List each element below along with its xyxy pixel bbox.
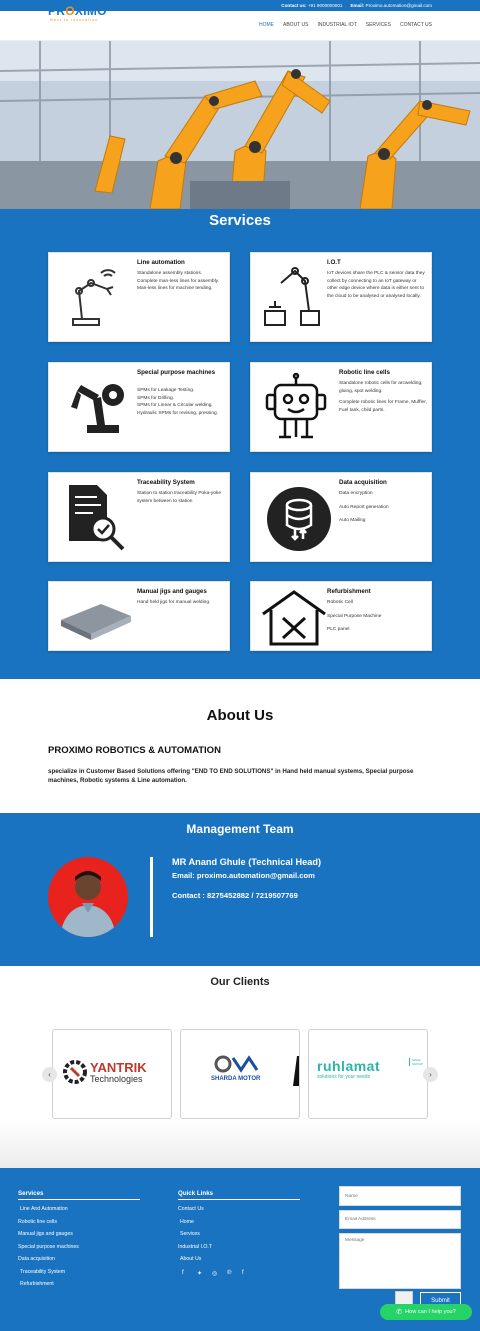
logo-text-o: O [65,4,75,18]
services-heading: Services [209,212,271,229]
nav-contact-us[interactable]: CONTACT US [399,22,432,28]
topbar-phone[interactable]: Contact us: +91 9000000001 [281,3,343,8]
card-title: Line automation [137,259,185,266]
nav-about-us[interactable]: ABOUT US [283,22,309,28]
card-body: Station to station traceability Poka-yoke system between to station [137,491,221,504]
document-search-icon [57,481,131,551]
service-card-robotic-line-cells[interactable] [250,362,432,452]
card-body: Hand held jigs for manual welding. [137,600,211,605]
footer-quick-rule [178,1199,300,1200]
instagram-icon[interactable]: ◎ [212,1271,218,1277]
about-heading: About Us [206,707,274,724]
logo-tagline: Next to innovation [50,18,99,22]
card-body: Standalone assembly stations. Complete man-less lines for assembly. Man-less lines for machine tending. [137,271,220,291]
logo-text-start: PR [48,4,66,18]
service-card-manual-jigs[interactable] [48,581,230,651]
client-logo-ruhlamat: ruhlamat solutions for your needs MAKE GROUP [308,1029,428,1119]
team-divider [150,857,153,937]
twitter-icon[interactable]: ✦ [197,1271,203,1277]
footer-link-about[interactable]: About Us [180,1256,202,1262]
topbar-email[interactable]: Email: Proximo.automation@gmail.com [350,3,432,8]
footer-services-heading: Services [18,1190,44,1197]
clients-prev-arrow[interactable]: ‹ [42,1067,57,1082]
whatsapp-icon: ✆ [396,1309,403,1316]
site-logo[interactable] [48,5,112,27]
facebook-f-icon[interactable]: f [242,1270,244,1276]
robot-face-icon [259,371,339,441]
footer-message-textarea[interactable] [339,1233,461,1289]
service-card-data-acquisition[interactable] [250,472,432,562]
team-member-name: MR Anand Ghule (Technical Head) [172,857,322,867]
client-logo-yantrik: YANTRIK Technologies [52,1029,172,1119]
pinterest-icon[interactable]: ℗ [227,1270,232,1276]
client-logo-sharda-motor: SHARDA MOTOR [180,1029,300,1119]
card-title: Traceability System [137,479,195,486]
footer-link-home[interactable]: Home [180,1219,194,1225]
footer-services-rule [18,1199,140,1200]
card-body: IoT devices share the PLC & sensor data they collect by connecting to an IoT gateway or other edge device where data is either sent to the cloud to be analysed or analysed locally. [327,271,425,299]
card-title: Manual jigs and gauges [137,588,207,595]
footer-email-input[interactable] [339,1210,461,1229]
card-title: Robotic line cells [339,369,390,376]
footer-link-robotic-line-cells[interactable]: Robotic line cells [18,1219,57,1225]
whatsapp-label: How can I help you? [405,1309,456,1315]
team-member-avatar [48,857,128,937]
footer-link-line-automation[interactable]: Line And Automation [20,1206,68,1212]
card-title: I.O.T [327,259,341,266]
nav-home[interactable]: HOME [259,22,275,28]
logo-text-end: XIMO [74,4,107,18]
footer-link-traceability[interactable]: Traceability System [20,1269,66,1275]
card-title: Special purpose machines [137,369,216,376]
service-card-iot[interactable] [250,252,432,342]
robot-arms-iot-icon [259,261,323,331]
card-body: Data encryption Auto Report generation Auto Mailing [339,491,389,523]
service-card-line-automation[interactable] [48,252,230,342]
footer-link-services[interactable]: Services [180,1231,200,1237]
footer-submit-button[interactable]: Submit [420,1292,461,1310]
house-tools-icon [259,588,329,648]
card-body: SPMs for Leakage Testing. SPMs for Drilling. SPMs for Linear & Circular welding. Hydraulic SPMs for revising, pressing. [137,388,219,416]
clients-next-arrow[interactable]: › [423,1067,438,1082]
robot-arm-wifi-icon [57,261,131,331]
nav-industrial-iot[interactable]: INDUSTRIAL IOT [317,22,357,28]
footer-name-input[interactable] [339,1186,461,1206]
card-body: Robotic Cell Special Purpose Machine PLC panel [327,600,382,632]
facebook-icon[interactable]: f [182,1270,184,1276]
section-fade [0,1120,480,1168]
database-icon [259,481,339,551]
clients-heading: Our Clients [210,976,270,988]
footer-link-contact[interactable]: Contact Us [178,1206,204,1212]
team-member-contact[interactable]: Contact : 8275452882 / 7219507769 [172,891,298,900]
service-card-traceability-system[interactable] [48,472,230,562]
about-company-name: PROXIMO ROBOTICS & AUTOMATION [48,745,221,756]
robot-arm-gear-icon [57,371,131,441]
card-title: Refurbishment [327,588,371,595]
footer-link-refurbishment[interactable]: Refurbishment [20,1281,54,1287]
service-card-refurbishment[interactable] [250,581,432,651]
service-card-special-purpose-machines[interactable] [48,362,230,452]
footer-link-data-acquisition[interactable]: Data acquisition [18,1256,55,1262]
whatsapp-chat-button[interactable] [380,1304,472,1320]
hero-banner-image [0,41,480,209]
nav-services[interactable]: SERVICES [365,22,391,28]
footer-link-industrial-iot[interactable]: Industrial I.O.T [178,1244,213,1250]
card-title: Data acquisition [339,479,387,486]
about-text: specialize in Customer Based Solutions offering "END TO END SOLUTIONS" in Hand held manual systems, Special purpose machines, Robotic systems & Line automation. [48,768,414,784]
card-body: Standalone robotic cells for arcwelding, gluing, spot welding. Complete robotic lines for Frame, Muffler, Fuel tank, child parts. [339,381,427,413]
footer-quick-links-heading: Quick Links [178,1190,214,1197]
metal-plate-image [57,590,131,644]
team-member-email[interactable]: Email: proximo.automation@gmail.com [172,871,315,880]
footer-link-manual-jigs[interactable]: Manual jigs and gauges [18,1231,73,1237]
footer-link-special-purpose[interactable]: Special purpose machines [18,1244,79,1250]
team-heading: Management Team [186,822,294,836]
